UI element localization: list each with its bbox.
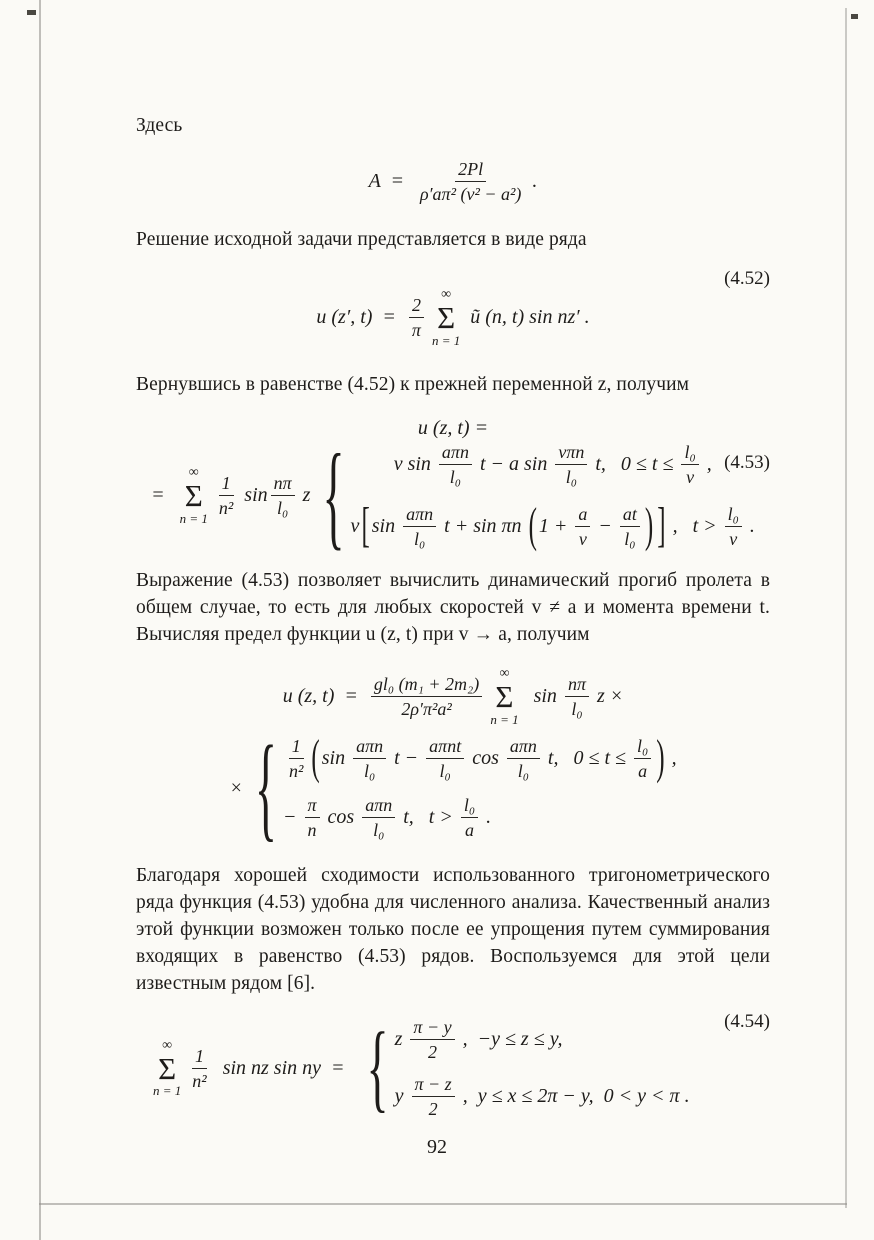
fraction	[189, 1046, 209, 1091]
equation-limit-cases	[136, 721, 770, 852]
case1-fragment: t, 0 ≤ t ≤	[590, 453, 679, 476]
fraction	[305, 795, 320, 840]
scan-corner-mark-right	[851, 14, 858, 19]
denominator: v	[578, 528, 587, 549]
equation-number-452: (4.52)	[724, 268, 770, 290]
left-paren: (	[311, 732, 320, 785]
denominator: l₀	[373, 820, 385, 841]
eq452-rhs: ũ (n, t) sin nz′ .	[465, 306, 590, 329]
case1-fragment: ,	[666, 746, 677, 769]
fraction	[507, 736, 540, 781]
case1-fragment: ,	[701, 453, 712, 476]
denominator: π	[411, 320, 421, 341]
paragraph-returning-variable: Вернувшись в равенстве (4.52) к прежней переменной z, получим	[136, 373, 690, 395]
numerator: aπn	[507, 736, 540, 759]
sum-upper-limit: ∞	[188, 465, 199, 481]
scan-edge-bottom	[39, 1203, 847, 1205]
fraction	[565, 674, 589, 719]
fraction	[426, 736, 464, 781]
case2-fragment: .	[744, 514, 755, 537]
equation-453-row	[136, 429, 770, 560]
case1-fragment: z	[394, 1028, 408, 1051]
case-row-2	[395, 1074, 690, 1119]
sum-lower-limit: n = 1	[153, 1083, 182, 1099]
equation-limit-line1	[136, 667, 770, 725]
case-row-1	[394, 442, 712, 487]
page-number: 92	[427, 1136, 447, 1158]
denominator: 2	[428, 1099, 438, 1120]
case2-fragment: cos	[322, 806, 360, 829]
left-brace: {	[322, 429, 345, 560]
fraction	[410, 1017, 454, 1062]
fraction	[620, 504, 640, 549]
sigma-symbol: Σ	[495, 679, 514, 715]
eq-intro-period: .	[527, 169, 538, 192]
denominator: v	[729, 528, 738, 549]
denominator: n²	[192, 1070, 207, 1091]
denominator: n	[307, 820, 317, 841]
fraction	[371, 674, 482, 719]
numerator: 1	[289, 736, 304, 759]
sum-lower-limit: n = 1	[490, 711, 519, 727]
eq-intro-lhs: A =	[368, 169, 414, 192]
sum-upper-limit: ∞	[162, 1038, 173, 1054]
fraction	[353, 736, 386, 781]
fraction	[461, 795, 478, 840]
numerator: π	[305, 795, 320, 818]
eq454-mid: sin nz sin ny =	[212, 1056, 355, 1079]
left-bracket: [	[361, 499, 370, 553]
paragraph-expression-453: Выражение (4.53) позволяет вычислить динамический прогиб пролета в общем случае, то есть для любых скоростей v ≠ a и момента времени t. Вычисляя предел функции u (z, t) при v → a, получим	[136, 569, 770, 645]
case-row-1	[283, 732, 677, 785]
sigma-symbol: Σ	[158, 1051, 177, 1087]
case2-fragment: , t >	[667, 514, 722, 537]
denominator: l₀	[517, 760, 530, 781]
sum-lower-limit: n = 1	[431, 332, 461, 348]
fraction	[417, 159, 524, 204]
case2-fragment: v	[350, 514, 360, 537]
numerator: aπn	[403, 504, 436, 527]
case2-fragment: t, t >	[398, 806, 458, 829]
numerator: l₀	[725, 504, 742, 527]
cases-block	[283, 732, 677, 841]
fraction	[634, 736, 651, 781]
numerator: 2	[409, 295, 424, 318]
limit-z-times: z ×	[591, 685, 624, 708]
equation-intro	[136, 159, 770, 204]
denominator: l₀	[449, 467, 462, 488]
scan-edge-right	[845, 8, 847, 1208]
fraction	[271, 473, 295, 518]
numerator: nπ	[271, 473, 295, 496]
cases-block	[395, 1017, 690, 1120]
case2-fragment: −	[283, 806, 302, 829]
eq453-sin: sin	[239, 484, 268, 507]
equation-453-head	[136, 417, 770, 440]
right-paren: )	[644, 499, 654, 553]
numerator: π − y	[410, 1017, 454, 1040]
case1-fragment: cos	[467, 746, 504, 769]
denominator: l₀	[624, 528, 636, 549]
case-row-2	[350, 499, 755, 553]
numerator: 1	[192, 1046, 207, 1069]
case1-fragment: v sin	[393, 453, 436, 476]
eq453-z: z	[297, 484, 311, 507]
numerator: vπn	[555, 442, 587, 465]
case-row-2	[283, 795, 491, 840]
case1-fragment: t, 0 ≤ t ≤	[542, 746, 631, 769]
numerator: aπn	[353, 736, 386, 759]
numerator: π − z	[412, 1074, 455, 1097]
case2-fragment: sin	[371, 514, 401, 537]
fraction	[575, 504, 590, 549]
sum-upper-limit: ∞	[441, 287, 452, 303]
numerator: a	[575, 504, 590, 527]
sigma-symbol: Σ	[184, 478, 203, 514]
denominator: ρ′aπ² (v² − a²)	[419, 183, 522, 204]
numerator: l₀	[634, 736, 651, 759]
case-row-1	[395, 1017, 563, 1062]
case2-fragment: , y ≤ x ≤ 2π − y, 0 < y < π .	[457, 1085, 690, 1108]
numerator: aπnt	[426, 736, 464, 759]
case1-fragment: t − a sin	[474, 453, 553, 476]
summation	[490, 667, 518, 725]
eq452-lhs: u (z′, t) =	[316, 306, 406, 329]
denominator: l₀	[413, 528, 426, 549]
denominator: 2ρ′π²a²	[401, 699, 452, 720]
paragraph-convergence: Благодаря хорошей сходимости использованного тригонометрического ряда функция (4.53) удобна для численного анализа. Качественный анализ этой функции возможен только после ее упрощения путем суммирования входящих в равенство (4.53) рядов. Воспользуемся для этой цели известным рядом [6].	[136, 865, 770, 995]
cases-block	[350, 442, 755, 553]
denominator: a	[638, 760, 648, 781]
denominator: l₀	[571, 699, 583, 720]
sum-upper-limit: ∞	[499, 666, 510, 682]
case2-fragment: −	[593, 514, 617, 537]
case2-fragment: t + sin πn	[439, 514, 527, 537]
equation-number-453: (4.53)	[724, 452, 770, 474]
fraction	[681, 442, 698, 487]
case1-fragment: t −	[389, 746, 424, 769]
denominator: l₀	[439, 760, 451, 781]
numerator: aπn	[439, 442, 472, 465]
denominator: v	[686, 467, 695, 488]
sum-lower-limit: n = 1	[179, 510, 208, 526]
denominator: l₀	[277, 498, 289, 519]
page-content	[136, 0, 770, 1120]
equation-452-row	[136, 288, 770, 346]
case2-fragment: .	[481, 806, 492, 829]
summation	[432, 288, 460, 346]
numerator: 2Pl	[455, 159, 486, 182]
denominator: l₀	[363, 760, 376, 781]
fraction	[555, 442, 587, 487]
case1-fragment: , −y ≤ z ≤ y,	[457, 1028, 563, 1051]
scan-corner-mark-left	[27, 10, 36, 15]
fraction	[409, 295, 424, 340]
scan-edge-left	[39, 0, 41, 1240]
equation-454-row	[136, 1012, 770, 1122]
left-brace: {	[254, 721, 277, 852]
case2-fragment: 1 +	[538, 514, 573, 537]
summation	[180, 466, 208, 524]
numerator: l₀	[461, 795, 478, 818]
numerator: aπn	[362, 795, 395, 818]
right-bracket: ]	[657, 499, 666, 553]
numerator: 1	[219, 473, 234, 496]
fraction	[412, 1074, 455, 1119]
fraction	[216, 473, 236, 518]
case2-fragment: y	[394, 1085, 409, 1108]
equation-454	[136, 1010, 770, 1122]
eq453-head-text: u (z, t) =	[417, 417, 489, 440]
denominator: a	[464, 820, 474, 841]
eq453-equals: =	[151, 484, 175, 507]
equation-453	[136, 429, 770, 560]
numerator: at	[620, 504, 640, 527]
denominator: n²	[218, 498, 234, 519]
fraction	[286, 736, 306, 781]
equation-number-454: (4.54)	[724, 1010, 770, 1032]
denominator: 2	[428, 1042, 437, 1063]
right-paren: )	[656, 732, 665, 785]
left-paren: (	[528, 499, 537, 553]
fraction	[725, 504, 742, 549]
denominator: l₀	[565, 467, 577, 488]
fraction	[439, 442, 472, 487]
fraction	[362, 795, 395, 840]
numerator: nπ	[565, 674, 589, 697]
paragraph-here: Здесь	[136, 115, 183, 136]
sigma-symbol: Σ	[437, 300, 456, 336]
summation	[153, 1039, 181, 1097]
limit-lhs: u (z, t) =	[282, 685, 368, 708]
denominator: n²	[289, 760, 304, 781]
left-brace: {	[366, 1012, 389, 1122]
times-sign: ×	[229, 776, 243, 799]
paragraph-solution-series: Решение исходной задачи представляется в виде ряда	[136, 228, 587, 250]
numerator: l₀	[681, 442, 698, 465]
case1-fragment: sin	[321, 746, 351, 769]
equation-452	[136, 268, 770, 348]
limit-sin: sin	[523, 685, 562, 708]
numerator: gl₀ (m₁ + 2m₂)	[371, 674, 482, 697]
fraction	[403, 504, 436, 549]
